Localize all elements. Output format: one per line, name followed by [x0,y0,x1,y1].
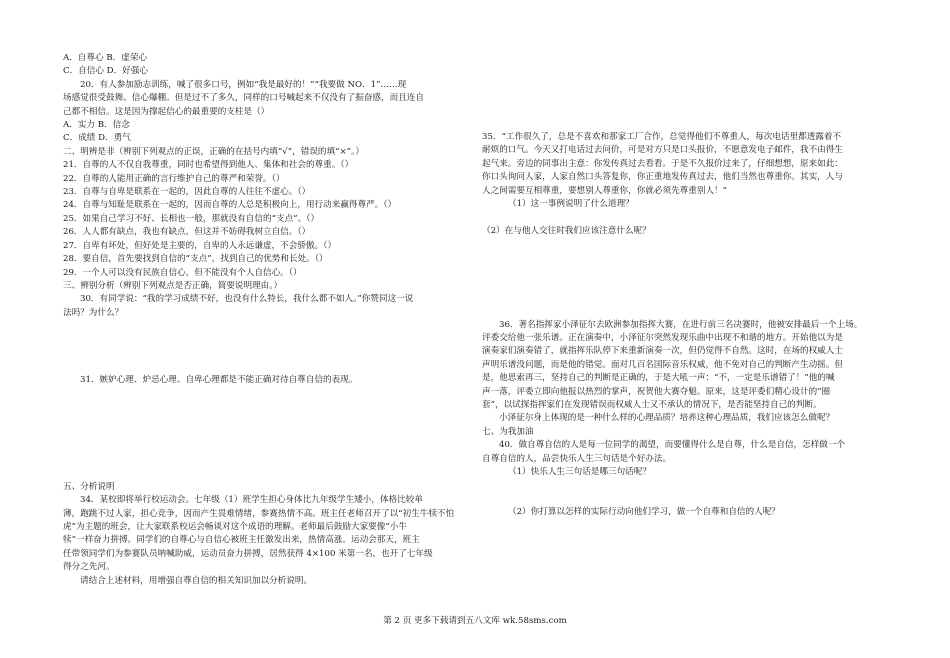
text-line: 三、辨别分析（辨别下列观点是否正确，简要说明理由。） [63,280,283,291]
blank-answer-space [63,360,469,373]
right-column [482,131,884,520]
text-line: 21．自尊的人不仅自我尊重，同时也希望得到他人、集体和社会的尊重。（） [63,160,354,171]
text-line: 场感觉很受鼓舞、信心爆棚。但是过不了多久，同样的口号喊起来不仅没有了振奋感，而且连自 [63,93,424,104]
text-line: 自尊自信的人，品尝快乐人生三句话是个好办法。 [482,453,672,464]
text-line: 23．自尊与自卑是联系在一起的，因此自尊的人往往不虚心。（） [63,187,311,198]
text-line: （2）在与他人交往时我们应该注意什么呢？ [482,225,651,236]
text-line: 演奏家们演奏错了，就指挥乐队停下来重新演奏一次，但仍觉得不自然。这时，在场的权威人士 [482,346,843,357]
text-line: 声一落，评委立即向他报以热烈的掌声，祝贺他大赛夺魁。原来，这是评委们精心设计的“圈 [482,386,831,397]
text-line: 22．自尊的人能用正确的言行维护自己的尊严和荣誉。（） [63,173,285,184]
text-line: 29．一个人可以没有民族自信心，但不能没有个人自信心。（） [63,267,302,278]
text-line: （2）你打算以怎样的实际行动向他们学习，做一个自尊和自信的人呢？ [508,507,780,518]
blank-answer-space [482,493,884,506]
text-line: 评委交给他一张乐谱。正在演奏中，小泽征尔突然发现乐曲中出现不和谐的地方。开始他以为是 [482,332,843,343]
text-line: 25．如果自己学习不好、长相也一般，那就没有自信的“支点”。（） [63,213,320,224]
blank-answer-space [63,427,469,440]
text-line: 你口头询问人家，人家自然口头答复你，你正重地发传真过去，他们当然也尊重你。其实，人与 [482,172,843,183]
text-line: 小泽征尔身上体现的是一种什么样的心理品质？培养这种心理品质，我们应该怎么做呢？ [499,413,835,424]
page-footer: 第 2 页 更多下载请到五八文库 wk.58sms.com [383,616,567,626]
blank-answer-space [63,320,469,333]
text-line: （1）快乐人生三句话是哪三句话呢？ [508,467,651,478]
text-line: A．自尊心 B．虚荣心 [63,53,148,63]
blank-answer-space [63,454,469,467]
text-line: 五、分析说明 [63,481,115,492]
text-line: 法吗？为什么？ [63,307,124,318]
blank-answer-space [63,400,469,413]
text-line: 己都不相信。这是因为撑起信心的最重要的支柱是（） [63,106,270,117]
blank-answer-space [63,441,469,454]
blank-answer-space [482,265,884,278]
text-line: 得分之先河。 [63,562,115,573]
blank-answer-space [482,479,884,492]
text-line: 人之间需要互相尊重，要想别人尊重你，你就必须先尊重别人！” [482,185,728,196]
text-line: 34．某校即将举行校运动会。七年级（1）班学生担心身体比九年级学生矮小，体格比较单 [80,495,423,506]
blank-answer-space [482,211,884,224]
text-line: 35．“工作很久了，总是不喜欢和那家工厂合作，总觉得他们不尊重人，每次电话里都透露着不 [482,132,842,142]
text-line: 26．人人都有缺点，我也有缺点，但这并不妨碍我树立自信。（） [63,227,311,238]
text-line: 薄，跑跳不过人家，担心竞争，因而产生畏难情绪，参赛热情不高。班主任老师召开了以“初生牛犊不怕 [63,508,455,519]
blank-answer-space [482,292,884,305]
text-line: 起气来。旁边的同事出主意：你发传真过去看看。于是不久报价过来了，仔细想想，原来如此： [482,158,843,169]
text-line: A．实力 B．信念 [63,120,130,131]
text-line: 30．有同学说：“我的学习成绩不好，也没有什么特长，我什么都不如人。”你赞同这一说 [80,294,414,305]
blank-answer-space [63,334,469,347]
text-line: 声明乐谱没问题，而是他的错觉。面对几百名国际音乐权威，他不免对自己的判断产生动摇。但 [482,359,843,370]
text-line: C．成绩 D．勇气 [63,133,131,144]
text-line: 27．自卑有坏处，但好处是主要的，自卑的人永远谦虚，不会骄傲。（） [63,240,337,251]
text-line: 是，他思索再三，坚持自己的判断是正确的，于是大吼一声：“不，一定是乐谱错了！”他的喊 [482,373,835,384]
text-line: 请结合上述材料，用增强自尊自信的相关知识加以分析说明。 [80,575,313,586]
blank-answer-space [482,305,884,318]
blank-answer-space [482,238,884,251]
blank-answer-space [63,414,469,427]
text-line: 二、明辨是非（辨别下列观点的正误，正确的在括号内填“√”，错误的填“×”。） [63,146,364,157]
blank-answer-space [482,278,884,291]
text-line: 24．自尊与知耻是联系在一起的，因而自尊的人总是积极向上，用行动来赢得尊严。（） [63,200,397,211]
text-line: 31．嫉妒心理、炉忌心理、自卑心理都是不能正确对待自尊自信的表现。 [80,374,358,385]
blank-answer-space [63,347,469,360]
text-line: （1）这一事例说明了什么道理？ [508,199,634,210]
text-line: C．自信心 D．好强心 [63,66,148,77]
blank-answer-space [482,252,884,265]
text-line: 套”，以试探指挥家们在发现错误而权威人士又不承认的情况下，是否能坚持自己的判断。 [482,400,822,411]
text-line: 36．著名指挥家小泽征尔去欧洲参加指挥大赛，在进行前三名决赛时，他被安排最后一个上场。 [499,319,863,330]
text-line: 七、为我加油 [482,426,534,437]
text-line: 犊”一样奋力拼搏。同学们的自尊心与自信心被班主任激发出来，热情高涨。运动会那天，班主 [63,535,420,546]
blank-answer-space [63,387,469,400]
text-line: 耐烦的口气。今天又打电话过去问价，可是对方只是口头报价，不愿意发电子邮件，我不由得生 [482,145,843,156]
text-line: 虎”为主题的班会，让大家联系校运会畅谈对这个成语的理解。老师最后鼓励大家要像“小牛 [63,522,407,533]
text-line: 20．有人参加励志训练，喊了很多口号，例如“我是最好的！”“我要做 NO．1”……现 [80,79,407,90]
blank-answer-space [63,467,469,480]
left-column [63,52,469,588]
text-line: 28．要自信，首先要找到自信的“支点”，找到自己的优势和长处。（） [63,254,328,265]
text-line: 40．做自尊自信的人是每一位同学的渴望，而要懂得什么是自尊，什么是自信，怎样做一个 [499,440,846,451]
text-line: 任带领同学们为参赛队员呐喊助威，运动员奋力拼搏，居然获得 4×100 米第一名，也开了七年级 [63,548,433,559]
